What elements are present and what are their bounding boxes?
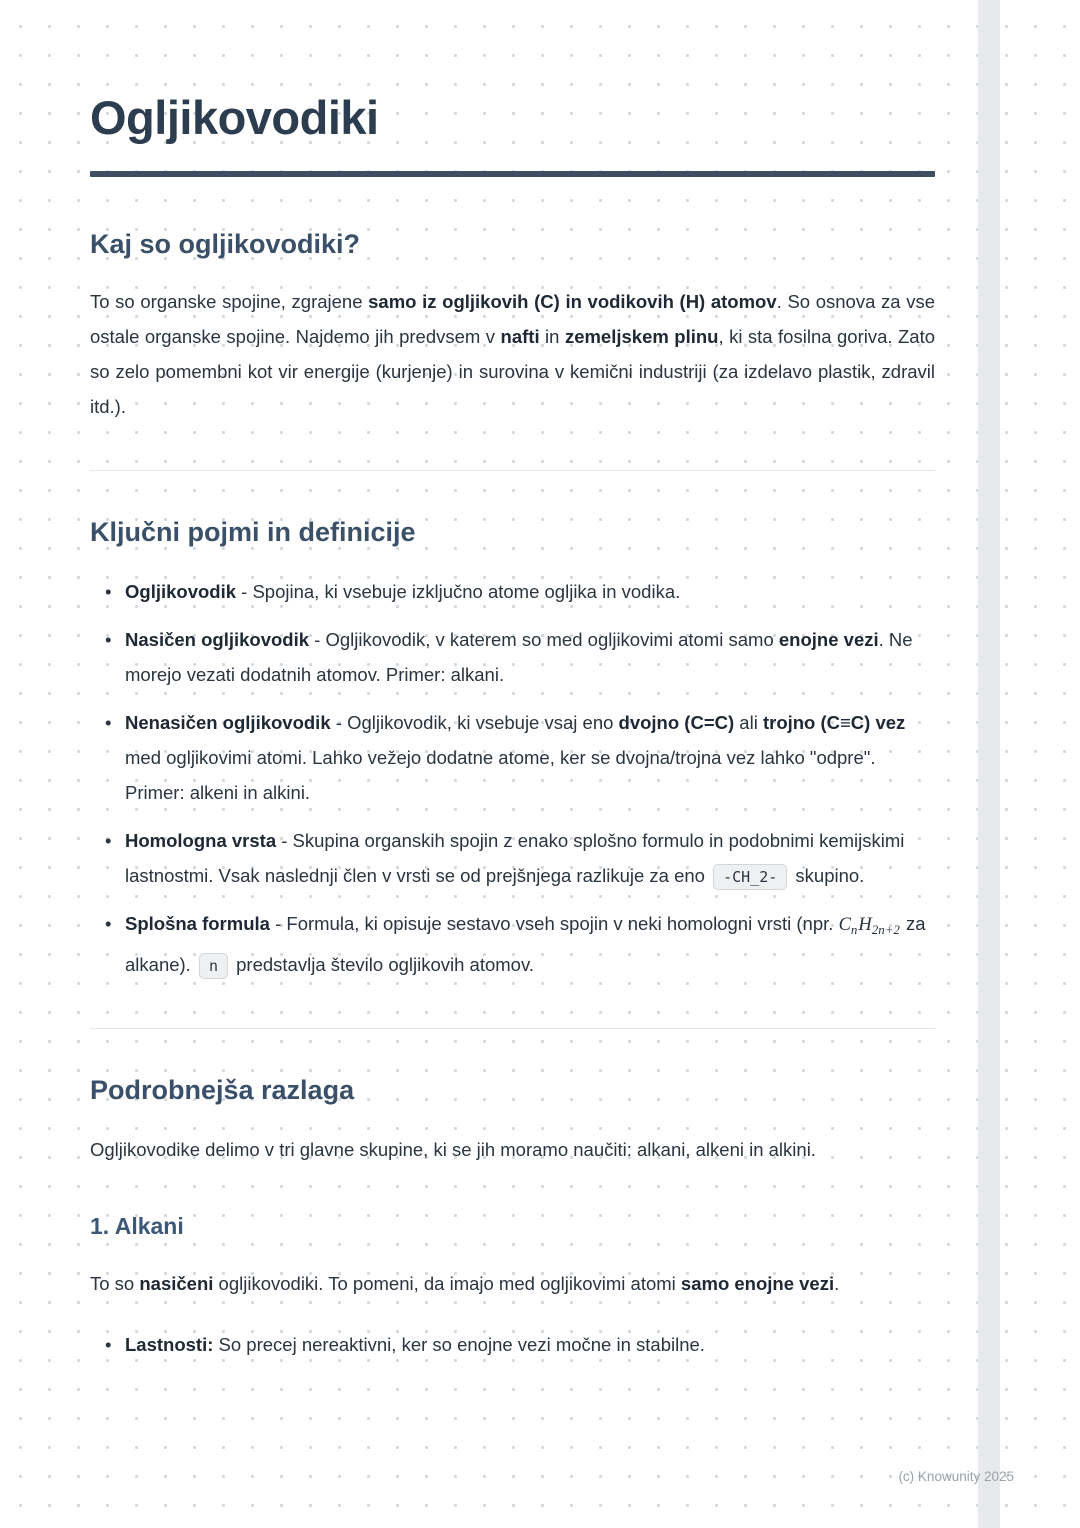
list-item-text xyxy=(125,574,935,609)
intro-paragraph xyxy=(90,284,935,424)
bullet-icon: • xyxy=(105,581,112,602)
text-run: za alkane). xyxy=(125,913,926,975)
text-run: - Spojina, ki vsebuje izključno atome ogljika in vodika. xyxy=(236,581,681,602)
list-item xyxy=(90,906,935,982)
text-run: samo enojne vezi xyxy=(680,1272,835,1294)
section-heading-explanation: Podrobnejša razlaga xyxy=(90,1074,355,1105)
footer-credit: (c) Knowunity 2025 xyxy=(898,1469,1014,1484)
text-run: Ogljikovodike delimo v tri glavne skupine, ki se jih moramo naučiti: alkani, alkeni in alkini. xyxy=(90,1138,816,1160)
text-run: Lastnosti: xyxy=(125,1333,214,1355)
alkani-paragraph xyxy=(90,1266,935,1301)
notes-content xyxy=(90,90,935,1375)
text-run: trojno (C≡C) vez xyxy=(762,712,906,733)
text-run: . So osnova za vse ostale organske spojine. Najdemo jih predvsem v xyxy=(90,291,935,347)
text-run: samo iz ogljikovih (C) in vodikovih (H) atomov xyxy=(368,291,777,312)
text-run: skupino. xyxy=(790,865,865,886)
section-divider xyxy=(90,1028,935,1029)
list-item-text xyxy=(125,823,935,893)
text-run: - Ogljikovodik, ki vsebuje vsaj eno xyxy=(330,712,619,733)
title-rule xyxy=(90,171,935,177)
list-item xyxy=(90,823,935,893)
bullet-icon: • xyxy=(105,629,112,650)
math-run: C xyxy=(838,915,851,935)
page-title: Ogljikovodiki xyxy=(90,91,379,144)
list-item xyxy=(90,574,935,609)
explanation-paragraph xyxy=(90,1132,935,1167)
math-run: 2n+2 xyxy=(871,921,900,937)
section-divider xyxy=(90,470,935,471)
bullet-icon: • xyxy=(105,830,112,851)
text-run: zemeljskem plinu xyxy=(564,326,719,347)
text-run: Nenasičen ogljikovodik xyxy=(125,712,331,733)
list-item xyxy=(90,1327,935,1362)
text-run: Nasičen ogljikovodik xyxy=(125,629,310,650)
text-run: med ogljikovimi atomi. Lahko vežejo dodatne atome, ker se dvojna/trojna vez lahko "odpre". Primer: alkeni in alkini. xyxy=(125,747,876,803)
list-item-text xyxy=(125,1327,935,1362)
text-run: , ki sta fosilna goriva. Zato so zelo pomembni kot vir energije (kurjenje) in surovina v kemični industriji (za izdelavo plastik, zdravil itd.). xyxy=(90,326,935,417)
math-run: H xyxy=(858,915,872,935)
bullet-icon: • xyxy=(105,1333,112,1355)
text-run: To so xyxy=(90,1272,140,1294)
list-item-text xyxy=(125,705,935,810)
text-run: ali xyxy=(734,712,763,733)
text-run: . xyxy=(834,1272,840,1294)
section-heading-intro: Kaj so ogljikovodiki? xyxy=(90,229,361,259)
math-run: n xyxy=(850,921,858,937)
list-item xyxy=(90,622,935,692)
text-run: Splošna formula xyxy=(125,913,270,934)
scrollbar[interactable] xyxy=(978,0,1000,1528)
subsection-heading-alkani: 1. Alkani xyxy=(90,1212,184,1239)
text-run: ogljikovodiki. To pomeni, da imajo med ogljikovimi atomi xyxy=(213,1272,681,1294)
definitions-list xyxy=(90,574,935,982)
bullet-icon: • xyxy=(105,712,112,733)
text-run: predstavlja število ogljikovih atomov. xyxy=(231,953,534,975)
text-run: dvojno (C=C) xyxy=(618,712,735,733)
inline-code: -CH_2- xyxy=(713,864,787,890)
list-item-text xyxy=(125,622,935,692)
inline-code: n xyxy=(199,953,228,979)
bullet-icon: • xyxy=(105,913,112,934)
text-run: nasičeni xyxy=(139,1272,214,1294)
text-run: To so organske spojine, zgrajene xyxy=(90,291,369,312)
text-run: nafti xyxy=(500,326,540,347)
section-explanation xyxy=(90,1075,935,1362)
text-run: - Ogljikovodik, v katerem so med ogljikovimi atomi samo xyxy=(309,629,779,650)
text-run: enojne vezi xyxy=(778,629,879,650)
text-run: . Ne morejo vezati dodatnih atomov. Primer: alkani. xyxy=(125,629,913,685)
text-run: - Skupina organskih spojin z enako splošno formulo in podobnimi kemijskimi lastnostmi. Vsak naslednji člen v vrsti se od prejšnjega razlikuje za eno xyxy=(125,830,905,886)
list-item-text xyxy=(125,906,935,982)
text-run: Ogljikovodik xyxy=(125,581,237,602)
section-heading-definitions: Ključni pojmi in definicije xyxy=(90,517,416,547)
text-run: So precej nereaktivni, ker so enojne vezi močne in stabilne. xyxy=(213,1333,705,1355)
text-run: - Formula, ki opisuje sestavo vseh spojin v neki homologni vrsti (npr. xyxy=(269,913,839,934)
list-item xyxy=(90,705,935,810)
text-run: in xyxy=(539,326,565,347)
section-definitions xyxy=(90,517,935,982)
alkani-list xyxy=(90,1327,935,1362)
text-run: Homologna vrsta xyxy=(125,830,277,851)
section-intro xyxy=(90,229,935,424)
